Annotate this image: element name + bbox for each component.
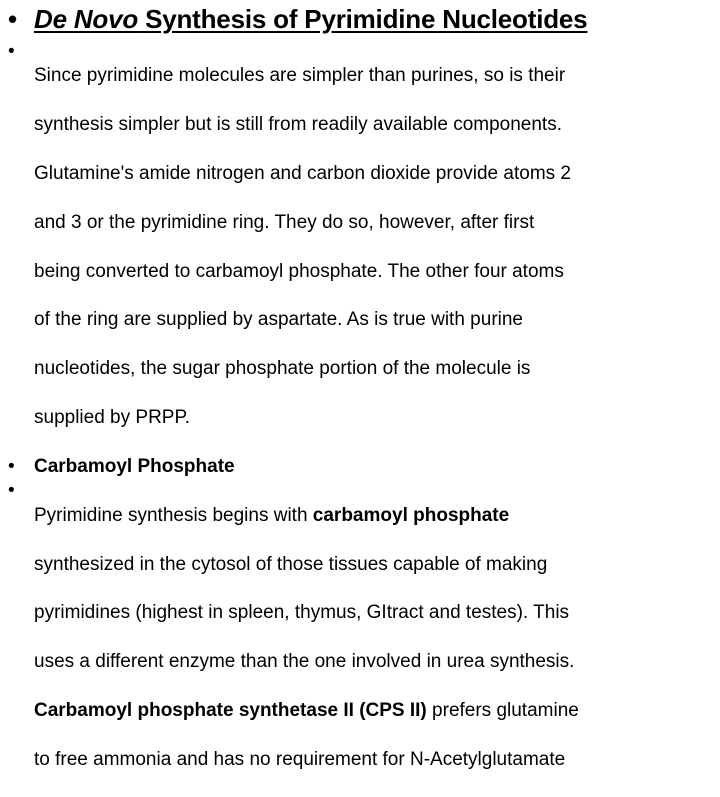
bullet-text xyxy=(34,479,716,796)
text-line xyxy=(34,504,716,528)
text-line: synthesis simpler but is still from readily available components. xyxy=(34,114,562,136)
text-line: nucleotides, the sugar phosphate portion of the molecule is xyxy=(34,358,531,380)
text-bold: Carbamoyl phosphate synthetase II (CPS II) xyxy=(34,699,427,721)
text-plain: prefers glutamine xyxy=(426,699,579,721)
text-line: and 3 or the pyrimidine ring. They do so, however, after first xyxy=(34,211,535,233)
text-line: synthesized in the cytosol of those tissues capable of making xyxy=(34,553,548,575)
slide-body xyxy=(8,40,716,797)
bullet-item-carbamoyl xyxy=(8,479,716,796)
slide-title-row xyxy=(8,2,716,36)
text-plain: Pyrimidine synthesis begins with xyxy=(34,504,313,526)
bullet-glyph: • xyxy=(8,41,15,62)
text-line: to free ammonia and has no requirement for N-Acetylglutamate xyxy=(34,748,566,770)
text-bold: carbamoyl phosphate xyxy=(312,504,510,526)
text-line: pyrimidines (highest in spleen, thymus, GItract and testes). This xyxy=(34,602,570,624)
text-line: of the ring are supplied by aspartate. As is true with purine xyxy=(34,309,523,331)
text-line: being converted to carbamoyl phosphate. The other four atoms xyxy=(34,260,564,282)
bullet-glyph: • xyxy=(8,455,15,477)
title-bullet: • xyxy=(8,4,18,34)
bullet-text xyxy=(34,40,716,455)
bullet-glyph: • xyxy=(8,480,15,502)
slide-title xyxy=(34,2,587,36)
slide-title-italic: De Novo xyxy=(34,4,139,34)
slide-title-rest: Synthesis of Pyrimidine Nucleotides xyxy=(138,4,588,34)
bullet-item-heading xyxy=(8,455,716,479)
text-line: uses a different enzyme than the one involved in urea synthesis. xyxy=(34,651,575,673)
text-line xyxy=(34,699,716,723)
bullet-heading: Carbamoyl Phosphate xyxy=(34,455,235,477)
text-line: Since pyrimidine molecules are simpler than purines, so is their xyxy=(34,65,566,87)
bullet-item-intro xyxy=(8,40,716,455)
text-line: Glutamine's amide nitrogen and carbon dioxide provide atoms 2 xyxy=(34,163,571,185)
text-line: supplied by PRPP. xyxy=(34,407,190,429)
